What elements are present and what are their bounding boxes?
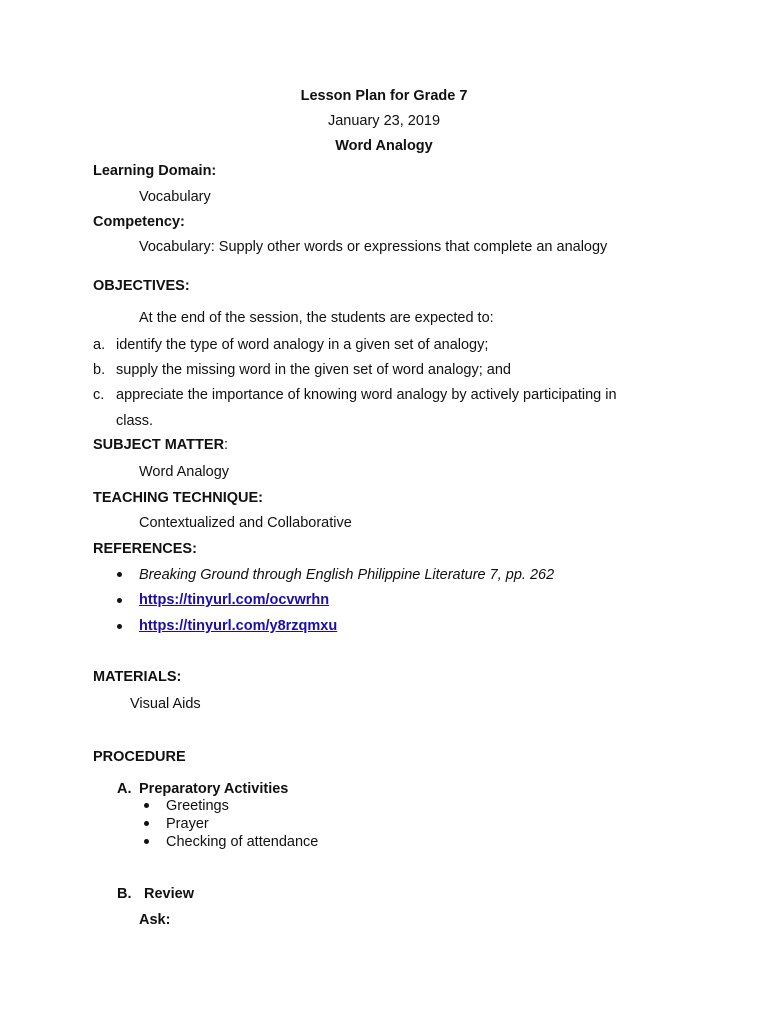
bullet-icon — [117, 598, 122, 603]
review-ask-label: Ask: — [139, 912, 171, 928]
objective-item-c-continuation: class. — [116, 413, 154, 429]
procedure-a-marker: A. — [117, 781, 132, 797]
procedure-label: PROCEDURE — [93, 749, 186, 765]
activity-item-prayer: Prayer — [166, 816, 209, 832]
document-title: Lesson Plan for Grade 7 — [300, 88, 468, 104]
reference-link-1-line — [139, 591, 329, 609]
bullet-icon — [144, 803, 149, 808]
materials-value: Visual Aids — [130, 696, 201, 712]
reference-link-1[interactable]: https://tinyurl.com/ocvwrhn — [139, 592, 330, 608]
procedure-a-title: Preparatory Activities — [139, 781, 289, 797]
objective-item-c: appreciate the importance of knowing word analogy by actively participating in — [116, 387, 617, 403]
objective-item-a: identify the type of word analogy in a given set of analogy; — [116, 337, 489, 353]
lesson-topic: Word Analogy — [335, 138, 433, 154]
learning-domain-label: Learning Domain: — [93, 163, 217, 179]
procedure-b-marker: B. — [117, 886, 132, 902]
reference-link-2[interactable]: https://tinyurl.com/y8rzqmxu — [139, 618, 338, 634]
objectives-intro: At the end of the session, the students are expected to: — [139, 310, 494, 326]
subject-matter-colon: : — [224, 437, 229, 453]
competency-label: Competency: — [93, 214, 185, 230]
learning-domain-value: Vocabulary — [139, 189, 211, 205]
subject-matter-label: SUBJECT MATTER — [93, 437, 225, 453]
objectives-label: OBJECTIVES: — [93, 278, 190, 294]
objective-marker-a: a. — [93, 337, 106, 353]
objective-marker-c: c. — [93, 387, 105, 403]
activity-item-greetings: Greetings — [166, 798, 229, 814]
reference-link-2-line — [139, 617, 337, 635]
bullet-icon — [144, 839, 149, 844]
objective-item-b: supply the missing word in the given set of word analogy; and — [116, 362, 511, 378]
bullet-icon — [117, 624, 122, 629]
references-label: REFERENCES: — [93, 541, 197, 557]
teaching-technique-value: Contextualized and Collaborative — [139, 515, 352, 531]
subject-matter-heading — [93, 436, 228, 454]
bullet-icon — [144, 821, 149, 826]
competency-value: Vocabulary: Supply other words or expressions that complete an analogy — [139, 239, 608, 255]
bullet-icon — [117, 572, 122, 577]
subject-matter-value: Word Analogy — [139, 464, 230, 480]
procedure-b-title: Review — [144, 886, 194, 902]
document-date: January 23, 2019 — [327, 113, 441, 129]
reference-book: Breaking Ground through English Philippine Literature 7, pp. 262 — [139, 567, 555, 583]
activity-item-attendance: Checking of attendance — [166, 834, 319, 850]
objective-marker-b: b. — [93, 362, 106, 378]
materials-label: MATERIALS: — [93, 669, 182, 685]
teaching-technique-label: TEACHING TECHNIQUE: — [93, 490, 263, 506]
